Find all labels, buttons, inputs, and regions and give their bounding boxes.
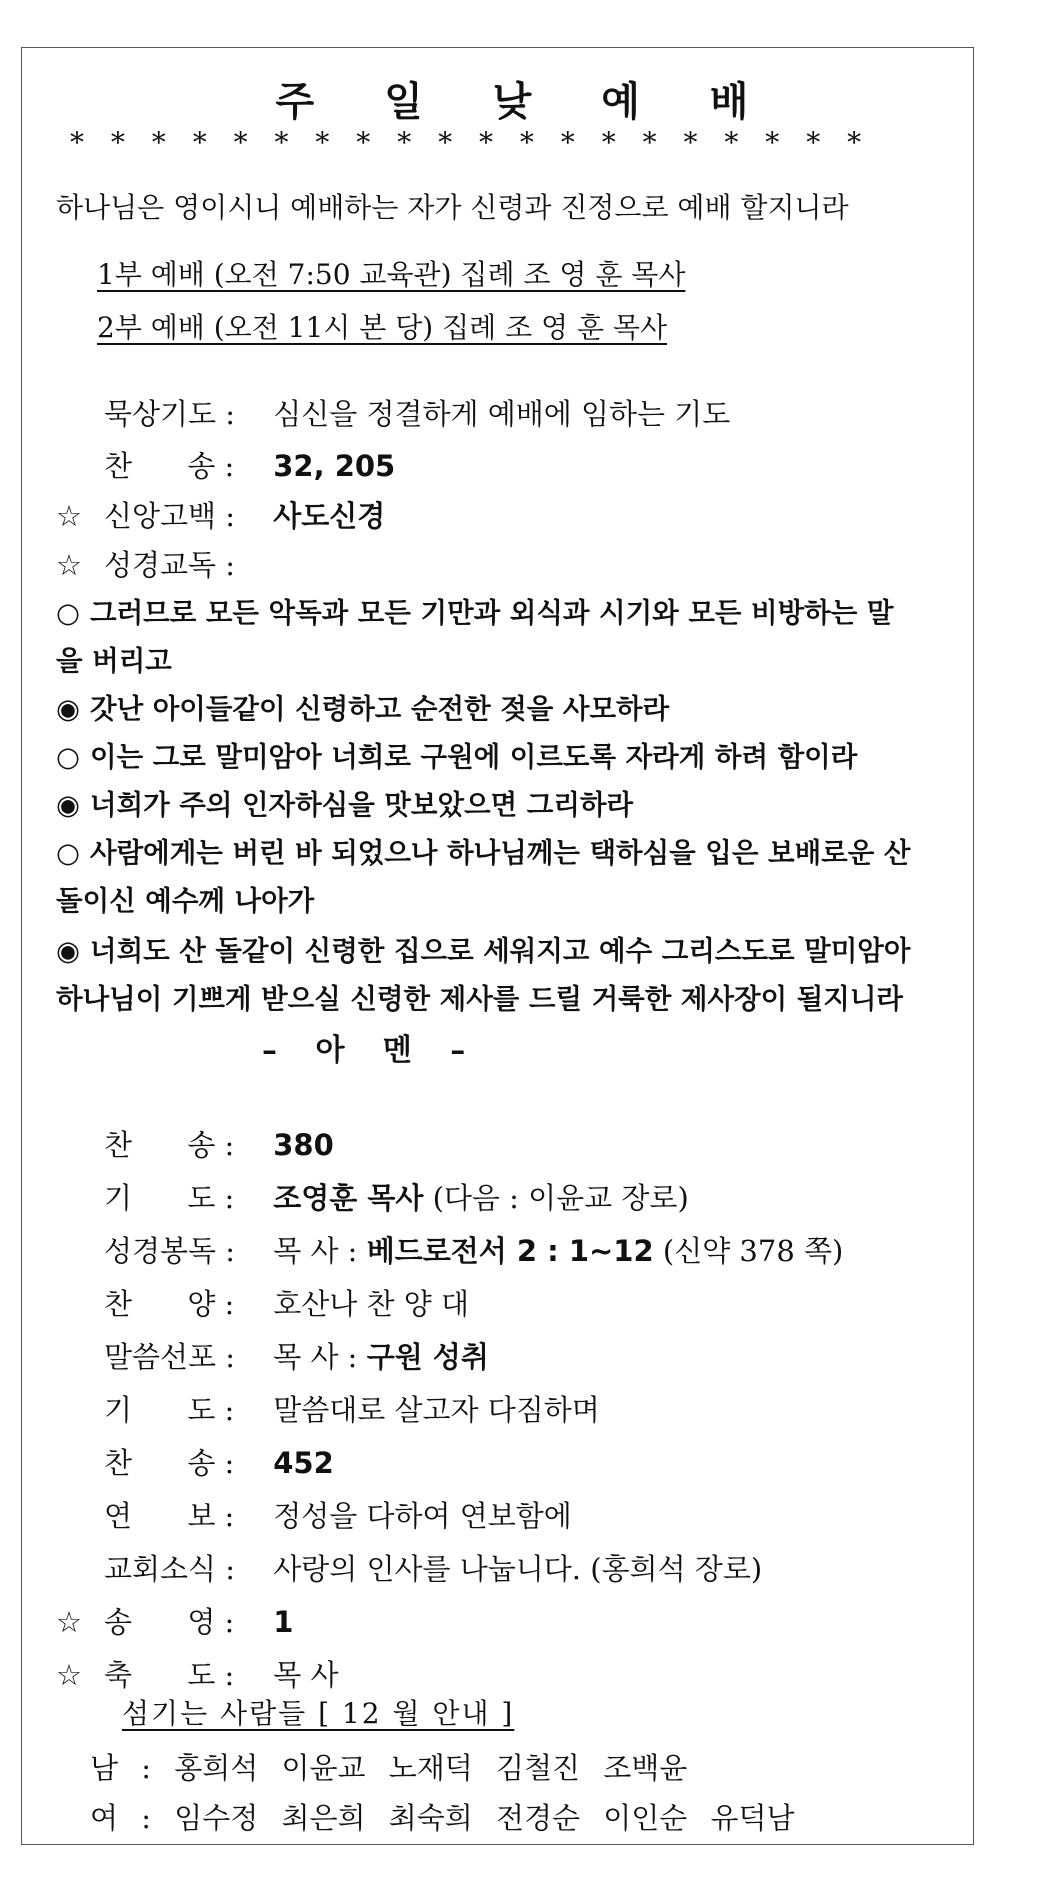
scripture-line-4: ◉ 너희가 주의 인자하심을 맛보았으면 그리하라 (56, 789, 634, 821)
order-row: 기 도 : 말씀대로 살고자 다짐하며 (104, 1393, 600, 1427)
order-row: 찬 양 : 호산나 찬 양 대 (104, 1287, 469, 1321)
page-title: 주 일 낮 예 배 (275, 78, 777, 125)
scripture-line-3: ○ 이는 그로 말미암아 너희로 구원에 이르도록 자라게 하려 함이라 (56, 741, 858, 773)
hymn-value: 32, 205 (273, 449, 396, 483)
star-icon: ☆ (56, 1605, 82, 1639)
scripture-line-5: ○ 사람에게는 버린 바 되었으나 하나님께는 택하심을 입은 보배로운 산 (56, 837, 911, 869)
service-2: 2부 예배 (오전 11시 본 당) 집례 조 영 훈 목사 (97, 311, 668, 344)
order-row: 찬 송 : 380 (104, 1128, 334, 1162)
scripture-line-6-cont: 하나님이 기쁘게 받으실 신령한 제사를 드릴 거룩한 제사장이 될지니라 (56, 983, 903, 1015)
order-row: 연 보 : 정성을 다하여 연보함에 (104, 1499, 572, 1533)
order-row: ☆ 축 도 : 목 사 (56, 1658, 339, 1692)
circle-open-icon: ○ (56, 837, 80, 869)
creed-row (56, 494, 385, 535)
order-row: 성경봉독 : 목 사 : 베드로전서 2 : 1~12 (신약 378 쪽) (104, 1234, 844, 1268)
circle-open-icon: ○ (56, 597, 80, 629)
reading-row (56, 543, 264, 584)
scripture-line-1-cont: 을 버리고 (56, 645, 172, 677)
silent-prayer-label: 묵상기도 : (104, 397, 236, 431)
order-row: 교회소식 : 사랑의 인사를 나눕니다. (홍희석 장로) (104, 1552, 763, 1586)
star-divider: * * * * * * * * * * * * * * * * * * * * (70, 126, 871, 159)
ushers-men: 남 : 홍희석 이윤교 노재덕 김철진 조백윤 (90, 1751, 688, 1785)
star-icon: ☆ (56, 499, 82, 533)
creed-value: 사도신경 (273, 499, 386, 533)
order-row: 기 도 : 조영훈 목사 (다음 : 이윤교 장로) (104, 1181, 689, 1215)
service-1: 1부 예배 (오전 7:50 교육관) 집례 조 영 훈 목사 (97, 258, 686, 291)
circle-filled-icon: ◉ (56, 935, 80, 967)
scripture-line-6: ◉ 너희도 산 돌같이 신령한 집으로 세워지고 예수 그리스도로 말미암아 (56, 935, 911, 967)
star-icon: ☆ (56, 548, 82, 582)
circle-filled-icon: ◉ (56, 693, 80, 725)
circle-open-icon: ○ (56, 741, 80, 773)
circle-filled-icon: ◉ (56, 789, 80, 821)
silent-prayer-value: 심신을 정결하게 예배에 임하는 기도 (273, 397, 731, 431)
creed-label: 신앙고백 : (104, 499, 236, 533)
order-row: ☆ 송 영 : 1 (56, 1605, 294, 1639)
reading-label: 성경교독 : (104, 548, 236, 582)
hymn-row (104, 444, 395, 485)
star-icon: ☆ (56, 1658, 82, 1692)
ushers-title: 섬기는 사람들 [ 12 월 안내 ] (122, 1697, 515, 1730)
amen: – 아 멘 – (262, 1033, 480, 1068)
order-row: 말씀선포 : 목 사 : 구원 성취 (104, 1340, 489, 1374)
scripture-line-1: ○ 그러므로 모든 악독과 모든 기만과 외식과 시기와 모든 비방하는 말 (56, 597, 894, 629)
silent-prayer-row (104, 392, 730, 433)
order-row: 찬 송 : 452 (104, 1446, 334, 1480)
scripture-line-5-cont: 돌이신 예수께 나아가 (56, 885, 315, 917)
theme-verse: 하나님은 영이시니 예배하는 자가 신령과 진정으로 예배 할지니라 (56, 191, 849, 224)
hymn-label: 찬 송 : (104, 449, 235, 483)
scripture-line-2: ◉ 갓난 아이들같이 신령하고 순전한 젖을 사모하라 (56, 693, 670, 725)
ushers-women: 여 : 임수정 최은희 최숙희 전경순 이인순 유덕남 (90, 1801, 795, 1835)
